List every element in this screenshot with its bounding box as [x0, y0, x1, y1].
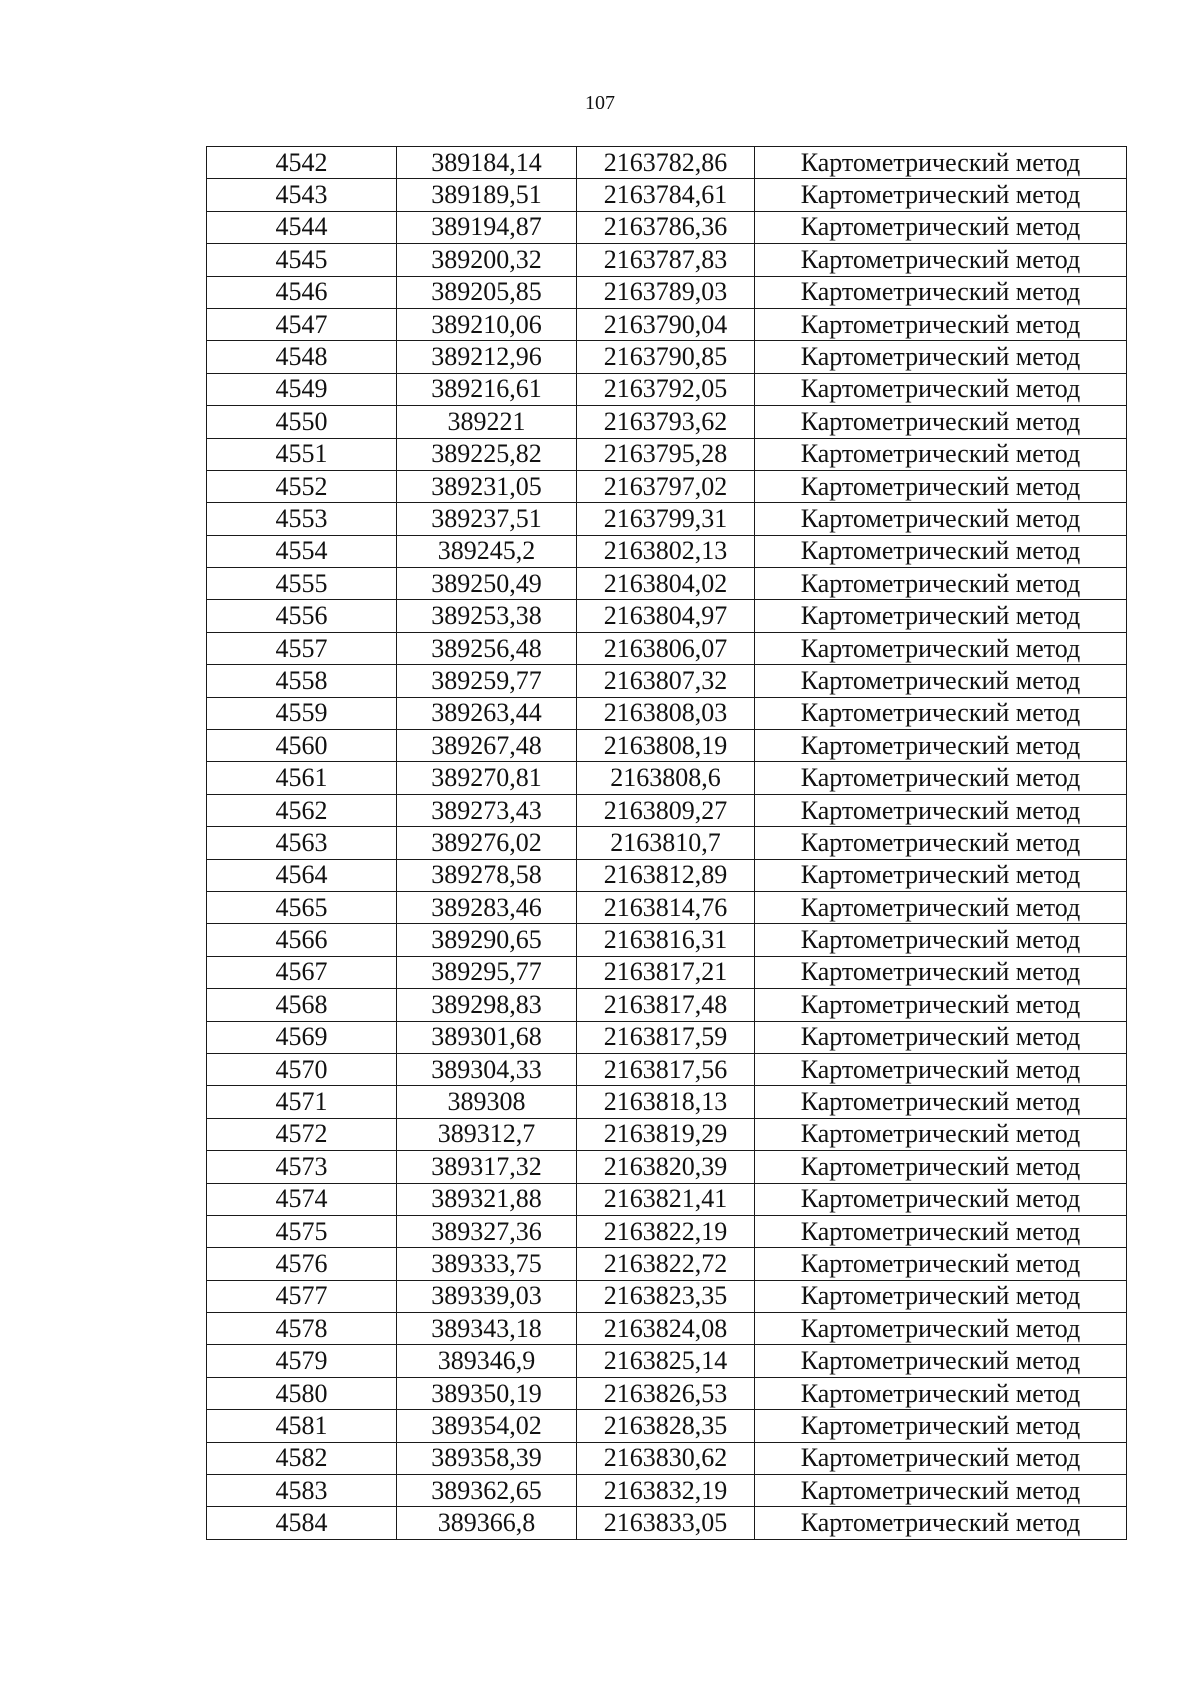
method-cell: Картометрический метод [755, 794, 1127, 826]
y-coordinate-cell: 2163818,13 [577, 1086, 755, 1118]
page-number: 107 [585, 92, 615, 114]
x-coordinate-cell: 389210,06 [397, 308, 577, 340]
table-row [207, 1053, 1127, 1085]
point-number-cell: 4579 [207, 1345, 397, 1377]
method-cell: Картометрический метод [755, 1183, 1127, 1215]
y-coordinate-cell: 2163806,07 [577, 632, 755, 664]
table-row [207, 535, 1127, 567]
x-coordinate-cell: 389301,68 [397, 1021, 577, 1053]
x-coordinate-cell: 389290,65 [397, 924, 577, 956]
x-coordinate-cell: 389278,58 [397, 859, 577, 891]
table-row [207, 147, 1127, 179]
method-cell: Картометрический метод [755, 730, 1127, 762]
x-coordinate-cell: 389256,48 [397, 632, 577, 664]
x-coordinate-cell: 389358,39 [397, 1442, 577, 1474]
x-coordinate-cell: 389295,77 [397, 956, 577, 988]
method-cell: Картометрический метод [755, 1151, 1127, 1183]
point-number-cell: 4577 [207, 1280, 397, 1312]
point-number-cell: 4558 [207, 665, 397, 697]
y-coordinate-cell: 2163797,02 [577, 470, 755, 502]
table-row [207, 730, 1127, 762]
method-cell: Картометрический метод [755, 535, 1127, 567]
table-row [207, 470, 1127, 502]
y-coordinate-cell: 2163789,03 [577, 276, 755, 308]
method-cell: Картометрический метод [755, 373, 1127, 405]
method-cell: Картометрический метод [755, 1086, 1127, 1118]
y-coordinate-cell: 2163817,56 [577, 1053, 755, 1085]
y-coordinate-cell: 2163830,62 [577, 1442, 755, 1474]
table-row [207, 1280, 1127, 1312]
table-row [207, 1377, 1127, 1409]
table-row [207, 1507, 1127, 1539]
y-coordinate-cell: 2163828,35 [577, 1410, 755, 1442]
table-row [207, 1442, 1127, 1474]
table-row [207, 794, 1127, 826]
x-coordinate-cell: 389270,81 [397, 762, 577, 794]
method-cell: Картометрический метод [755, 1021, 1127, 1053]
point-number-cell: 4567 [207, 956, 397, 988]
x-coordinate-cell: 389354,02 [397, 1410, 577, 1442]
y-coordinate-cell: 2163824,08 [577, 1313, 755, 1345]
x-coordinate-cell: 389221 [397, 406, 577, 438]
y-coordinate-cell: 2163817,48 [577, 989, 755, 1021]
method-cell: Картометрический метод [755, 762, 1127, 794]
method-cell: Картометрический метод [755, 470, 1127, 502]
y-coordinate-cell: 2163784,61 [577, 179, 755, 211]
table-row [207, 1475, 1127, 1507]
coordinates-table [206, 146, 1127, 1540]
y-coordinate-cell: 2163804,02 [577, 568, 755, 600]
x-coordinate-cell: 389194,87 [397, 211, 577, 243]
method-cell: Картометрический метод [755, 924, 1127, 956]
x-coordinate-cell: 389184,14 [397, 147, 577, 179]
x-coordinate-cell: 389350,19 [397, 1377, 577, 1409]
point-number-cell: 4572 [207, 1118, 397, 1150]
y-coordinate-cell: 2163795,28 [577, 438, 755, 470]
x-coordinate-cell: 389304,33 [397, 1053, 577, 1085]
y-coordinate-cell: 2163793,62 [577, 406, 755, 438]
x-coordinate-cell: 389259,77 [397, 665, 577, 697]
table-row [207, 1248, 1127, 1280]
table-row [207, 1313, 1127, 1345]
point-number-cell: 4547 [207, 308, 397, 340]
table-row [207, 244, 1127, 276]
table-row [207, 211, 1127, 243]
y-coordinate-cell: 2163822,19 [577, 1215, 755, 1247]
y-coordinate-cell: 2163808,19 [577, 730, 755, 762]
y-coordinate-cell: 2163821,41 [577, 1183, 755, 1215]
point-number-cell: 4565 [207, 891, 397, 923]
table-row [207, 1021, 1127, 1053]
x-coordinate-cell: 389212,96 [397, 341, 577, 373]
method-cell: Картометрический метод [755, 276, 1127, 308]
method-cell: Картометрический метод [755, 1475, 1127, 1507]
x-coordinate-cell: 389317,32 [397, 1151, 577, 1183]
point-number-cell: 4554 [207, 535, 397, 567]
y-coordinate-cell: 2163823,35 [577, 1280, 755, 1312]
point-number-cell: 4584 [207, 1507, 397, 1539]
method-cell: Картометрический метод [755, 147, 1127, 179]
point-number-cell: 4568 [207, 989, 397, 1021]
method-cell: Картометрический метод [755, 956, 1127, 988]
x-coordinate-cell: 389245,2 [397, 535, 577, 567]
y-coordinate-cell: 2163804,97 [577, 600, 755, 632]
method-cell: Картометрический метод [755, 1507, 1127, 1539]
point-number-cell: 4560 [207, 730, 397, 762]
method-cell: Картометрический метод [755, 341, 1127, 373]
x-coordinate-cell: 389298,83 [397, 989, 577, 1021]
table-row [207, 859, 1127, 891]
table-row [207, 503, 1127, 535]
x-coordinate-cell: 389276,02 [397, 827, 577, 859]
x-coordinate-cell: 389200,32 [397, 244, 577, 276]
y-coordinate-cell: 2163822,72 [577, 1248, 755, 1280]
point-number-cell: 4583 [207, 1475, 397, 1507]
method-cell: Картометрический метод [755, 568, 1127, 600]
table-row [207, 1215, 1127, 1247]
method-cell: Картометрический метод [755, 827, 1127, 859]
y-coordinate-cell: 2163790,04 [577, 308, 755, 340]
method-cell: Картометрический метод [755, 308, 1127, 340]
method-cell: Картометрический метод [755, 211, 1127, 243]
point-number-cell: 4580 [207, 1377, 397, 1409]
x-coordinate-cell: 389263,44 [397, 697, 577, 729]
point-number-cell: 4551 [207, 438, 397, 470]
point-number-cell: 4546 [207, 276, 397, 308]
method-cell: Картометрический метод [755, 891, 1127, 923]
y-coordinate-cell: 2163814,76 [577, 891, 755, 923]
method-cell: Картометрический метод [755, 1280, 1127, 1312]
table-row [207, 891, 1127, 923]
table-row [207, 924, 1127, 956]
y-coordinate-cell: 2163787,83 [577, 244, 755, 276]
method-cell: Картометрический метод [755, 1118, 1127, 1150]
y-coordinate-cell: 2163810,7 [577, 827, 755, 859]
y-coordinate-cell: 2163820,39 [577, 1151, 755, 1183]
y-coordinate-cell: 2163808,6 [577, 762, 755, 794]
method-cell: Картометрический метод [755, 1248, 1127, 1280]
x-coordinate-cell: 389362,65 [397, 1475, 577, 1507]
method-cell: Картометрический метод [755, 1410, 1127, 1442]
coordinates-table-body [207, 147, 1127, 1540]
y-coordinate-cell: 2163792,05 [577, 373, 755, 405]
table-row [207, 989, 1127, 1021]
point-number-cell: 4553 [207, 503, 397, 535]
x-coordinate-cell: 389225,82 [397, 438, 577, 470]
point-number-cell: 4542 [207, 147, 397, 179]
point-number-cell: 4559 [207, 697, 397, 729]
table-row [207, 1151, 1127, 1183]
y-coordinate-cell: 2163790,85 [577, 341, 755, 373]
method-cell: Картометрический метод [755, 1215, 1127, 1247]
point-number-cell: 4561 [207, 762, 397, 794]
table-row [207, 1345, 1127, 1377]
table-row [207, 1410, 1127, 1442]
x-coordinate-cell: 389231,05 [397, 470, 577, 502]
point-number-cell: 4582 [207, 1442, 397, 1474]
method-cell: Картометрический метод [755, 1313, 1127, 1345]
y-coordinate-cell: 2163817,59 [577, 1021, 755, 1053]
y-coordinate-cell: 2163807,32 [577, 665, 755, 697]
x-coordinate-cell: 389283,46 [397, 891, 577, 923]
point-number-cell: 4563 [207, 827, 397, 859]
table-row [207, 956, 1127, 988]
table-row [207, 1183, 1127, 1215]
table-row [207, 406, 1127, 438]
x-coordinate-cell: 389250,49 [397, 568, 577, 600]
method-cell: Картометрический метод [755, 244, 1127, 276]
method-cell: Картометрический метод [755, 503, 1127, 535]
method-cell: Картометрический метод [755, 1442, 1127, 1474]
y-coordinate-cell: 2163825,14 [577, 1345, 755, 1377]
x-coordinate-cell: 389366,8 [397, 1507, 577, 1539]
point-number-cell: 4550 [207, 406, 397, 438]
point-number-cell: 4575 [207, 1215, 397, 1247]
method-cell: Картометрический метод [755, 1345, 1127, 1377]
x-coordinate-cell: 389189,51 [397, 179, 577, 211]
x-coordinate-cell: 389216,61 [397, 373, 577, 405]
table-row [207, 308, 1127, 340]
table-row [207, 1086, 1127, 1118]
table-row [207, 341, 1127, 373]
point-number-cell: 4571 [207, 1086, 397, 1118]
x-coordinate-cell: 389339,03 [397, 1280, 577, 1312]
y-coordinate-cell: 2163832,19 [577, 1475, 755, 1507]
point-number-cell: 4574 [207, 1183, 397, 1215]
x-coordinate-cell: 389321,88 [397, 1183, 577, 1215]
point-number-cell: 4549 [207, 373, 397, 405]
point-number-cell: 4548 [207, 341, 397, 373]
y-coordinate-cell: 2163816,31 [577, 924, 755, 956]
x-coordinate-cell: 389308 [397, 1086, 577, 1118]
y-coordinate-cell: 2163833,05 [577, 1507, 755, 1539]
y-coordinate-cell: 2163808,03 [577, 697, 755, 729]
y-coordinate-cell: 2163809,27 [577, 794, 755, 826]
point-number-cell: 4573 [207, 1151, 397, 1183]
table-row [207, 827, 1127, 859]
method-cell: Картометрический метод [755, 665, 1127, 697]
point-number-cell: 4557 [207, 632, 397, 664]
x-coordinate-cell: 389267,48 [397, 730, 577, 762]
table-row [207, 373, 1127, 405]
point-number-cell: 4564 [207, 859, 397, 891]
y-coordinate-cell: 2163802,13 [577, 535, 755, 567]
x-coordinate-cell: 389237,51 [397, 503, 577, 535]
method-cell: Картометрический метод [755, 600, 1127, 632]
x-coordinate-cell: 389312,7 [397, 1118, 577, 1150]
y-coordinate-cell: 2163817,21 [577, 956, 755, 988]
point-number-cell: 4555 [207, 568, 397, 600]
point-number-cell: 4569 [207, 1021, 397, 1053]
table-row [207, 179, 1127, 211]
table-row [207, 665, 1127, 697]
point-number-cell: 4545 [207, 244, 397, 276]
x-coordinate-cell: 389343,18 [397, 1313, 577, 1345]
y-coordinate-cell: 2163819,29 [577, 1118, 755, 1150]
point-number-cell: 4578 [207, 1313, 397, 1345]
point-number-cell: 4566 [207, 924, 397, 956]
method-cell: Картометрический метод [755, 859, 1127, 891]
table-row [207, 276, 1127, 308]
y-coordinate-cell: 2163786,36 [577, 211, 755, 243]
table-row [207, 632, 1127, 664]
x-coordinate-cell: 389346,9 [397, 1345, 577, 1377]
x-coordinate-cell: 389205,85 [397, 276, 577, 308]
point-number-cell: 4552 [207, 470, 397, 502]
method-cell: Картометрический метод [755, 632, 1127, 664]
x-coordinate-cell: 389333,75 [397, 1248, 577, 1280]
y-coordinate-cell: 2163826,53 [577, 1377, 755, 1409]
table-row [207, 762, 1127, 794]
method-cell: Картометрический метод [755, 406, 1127, 438]
method-cell: Картометрический метод [755, 1377, 1127, 1409]
method-cell: Картометрический метод [755, 989, 1127, 1021]
x-coordinate-cell: 389273,43 [397, 794, 577, 826]
point-number-cell: 4544 [207, 211, 397, 243]
method-cell: Картометрический метод [755, 179, 1127, 211]
table-row [207, 697, 1127, 729]
point-number-cell: 4562 [207, 794, 397, 826]
table-row [207, 438, 1127, 470]
table-row [207, 1118, 1127, 1150]
point-number-cell: 4581 [207, 1410, 397, 1442]
y-coordinate-cell: 2163782,86 [577, 147, 755, 179]
table-row [207, 568, 1127, 600]
point-number-cell: 4556 [207, 600, 397, 632]
y-coordinate-cell: 2163799,31 [577, 503, 755, 535]
table-row [207, 600, 1127, 632]
point-number-cell: 4570 [207, 1053, 397, 1085]
method-cell: Картометрический метод [755, 438, 1127, 470]
method-cell: Картометрический метод [755, 1053, 1127, 1085]
method-cell: Картометрический метод [755, 697, 1127, 729]
point-number-cell: 4576 [207, 1248, 397, 1280]
y-coordinate-cell: 2163812,89 [577, 859, 755, 891]
x-coordinate-cell: 389253,38 [397, 600, 577, 632]
x-coordinate-cell: 389327,36 [397, 1215, 577, 1247]
point-number-cell: 4543 [207, 179, 397, 211]
